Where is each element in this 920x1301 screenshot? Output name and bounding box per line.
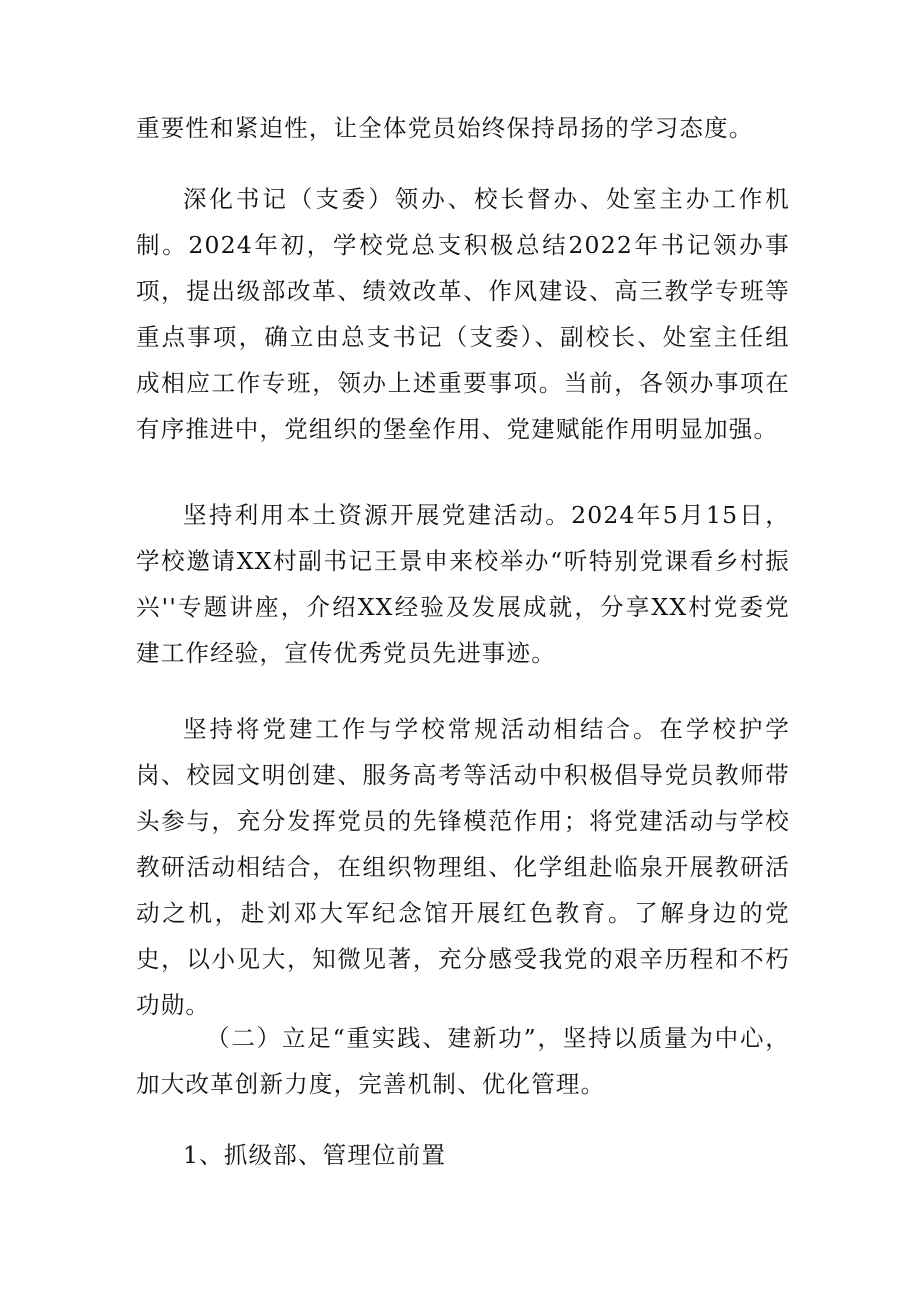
paragraph-secretary-mechanism: 深化书记（支委）领办、校长督办、处室主办工作机制。2024年初，学校党总支积极总结2022年书记领办事项，提出级部改革、绩效改革、作风建设、高三教学专班等重点事项，确立由总支书记（支委）、副校长、处室主任组成相应工作专班，领办上述重要事项。当前，各领办事项在有序推进中，党组织的堡垒作用、党建赋能作用明显加强。 <box>136 185 790 443</box>
section-heading-two: （二）立足“重实践、建新功”，坚持以质量为中心，加大改革创新力度，完善机制、优化管理。 <box>136 1024 790 1098</box>
subsection-heading-one: 1、抓级部、管理位前置 <box>183 1141 447 1169</box>
paragraph-continuation: 重要性和紧迫性，让全体党员始终保持昂扬的学习态度。 <box>136 114 754 142</box>
paragraph-routine-activities: 坚持将党建工作与学校常规活动相结合。在学校护学岗、校园文明创建、服务高考等活动中积极倡导党员教师带头参与，充分发挥党员的先锋模范作用；将党建活动与学校教研活动相结合，在组织物理组、化学组赴临泉开展教研活动之机，赴刘邓大军纪念馆开展红色教育。了解身边的党史，以小见大，知微见著，充分感受我党的艰辛历程和不朽功勋。 <box>136 715 790 1019</box>
paragraph-local-resources: 坚持利用本土资源开展党建活动。2024年5月15日，学校邀请XX村副书记王景申来校举办“听特别党课看乡村振兴''专题讲座，介绍XX经验及发展成就，分享XX村党委党建工作经验，宣传优秀党员先进事迹。 <box>136 501 790 667</box>
